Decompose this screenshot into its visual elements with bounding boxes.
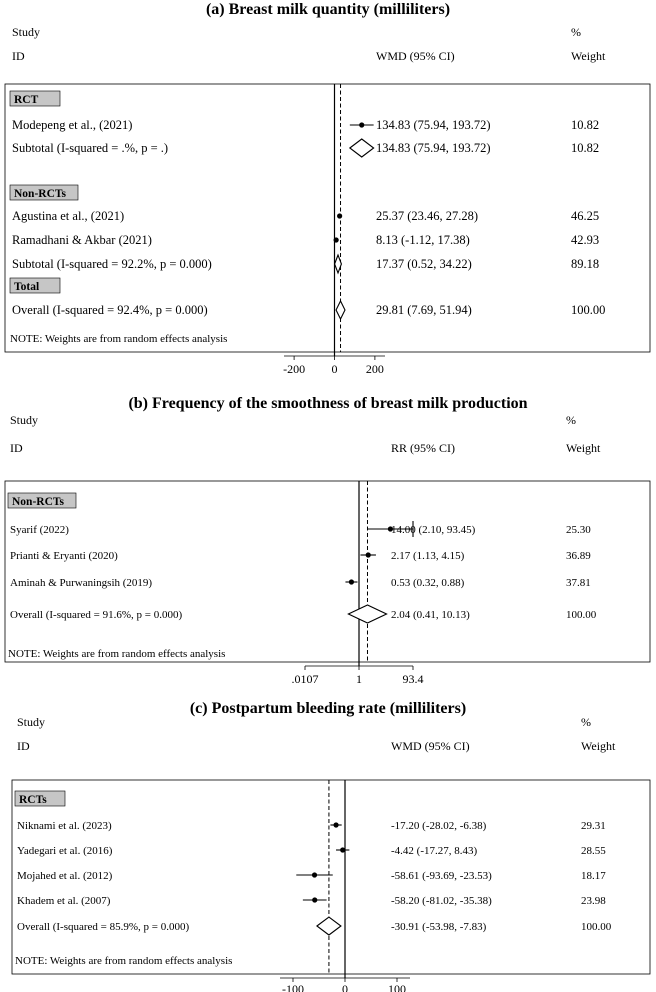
- weight-header: Weight: [566, 441, 601, 455]
- study-ci: 8.13 (-1.12, 17.38): [376, 233, 470, 247]
- x-tick-label: 200: [365, 362, 384, 376]
- study-ci: -58.20 (-81.02, -35.38): [391, 895, 492, 907]
- x-tick-label: 0: [331, 362, 338, 376]
- study-ci: 134.83 (75.94, 193.72): [376, 118, 491, 132]
- x-tick-label: 0: [342, 982, 348, 992]
- study-weight: 37.81: [566, 577, 591, 589]
- overall-diamond: [336, 301, 345, 319]
- point-estimate: [312, 872, 317, 877]
- point-estimate: [337, 213, 342, 218]
- study-weight: 10.82: [571, 118, 600, 132]
- weights-note: NOTE: Weights are from random effects analysis: [15, 955, 233, 967]
- study-label: Agustina et al., (2021): [12, 209, 125, 223]
- x-tick-label: 93.4: [402, 672, 424, 686]
- id-header: ID: [17, 739, 30, 753]
- study-label: Ramadhani & Akbar (2021): [12, 233, 152, 247]
- point-estimate: [349, 579, 354, 584]
- study-ci: -4.42 (-17.27, 8.43): [391, 845, 478, 857]
- study-weight: 18.17: [581, 870, 606, 882]
- point-estimate: [359, 122, 364, 127]
- study-ci: 0.53 (0.32, 0.88): [391, 577, 465, 589]
- group-label: Non-RCTs: [12, 496, 64, 508]
- study-header: Study: [10, 413, 39, 427]
- id-header: ID: [10, 441, 23, 455]
- point-estimate: [366, 552, 371, 557]
- study-label: Aminah & Purwaningsih (2019): [10, 577, 153, 589]
- x-tick-label: 1: [356, 672, 363, 686]
- study-label: Prianti & Eryanti (2020): [10, 550, 118, 562]
- study-label: Yadegari et al. (2016): [17, 845, 113, 857]
- point-estimate: [340, 847, 345, 852]
- weights-note: NOTE: Weights are from random effects analysis: [8, 648, 226, 660]
- effect-header: RR (95% CI): [391, 441, 455, 455]
- group-label: Non-RCTs: [14, 188, 66, 200]
- overall-diamond: [317, 917, 341, 935]
- percent-header: %: [581, 715, 591, 729]
- study-ci: 25.37 (23.46, 27.28): [376, 209, 479, 223]
- overall-ci: -30.91 (-53.98, -7.83): [391, 921, 487, 933]
- percent-header: %: [566, 413, 576, 427]
- x-tick-label: 100: [388, 982, 406, 992]
- subtotal-ci: 17.37 (0.52, 34.22): [376, 257, 472, 271]
- forest-panel-2: [5, 481, 650, 670]
- group-label: Total: [14, 281, 40, 293]
- study-ci: -17.20 (-28.02, -6.38): [391, 820, 487, 832]
- weight-header: Weight: [571, 49, 606, 63]
- subtotal-diamond: [350, 139, 374, 157]
- study-header: Study: [17, 715, 46, 729]
- panel-title: (a) Breast milk quantity (milliliters): [205, 1, 451, 18]
- overall-weight: 100.00: [566, 609, 597, 621]
- subtotal-diamond: [335, 255, 342, 273]
- study-label: Khadem et al. (2007): [17, 895, 111, 907]
- study-ci: 2.17 (1.13, 4.15): [391, 550, 465, 562]
- study-label: Modepeng et al., (2021): [12, 118, 133, 132]
- study-label: Niknami et al. (2023): [17, 820, 112, 832]
- point-estimate: [312, 897, 317, 902]
- weight-header: Weight: [581, 739, 616, 753]
- overall-label: Overall (I-squared = 91.6%, p = 0.000): [10, 609, 183, 621]
- study-weight: 46.25: [571, 209, 600, 223]
- overall-ci: 2.04 (0.41, 10.13): [391, 609, 470, 621]
- x-tick-label: -100: [282, 982, 304, 992]
- study-weight: 23.98: [581, 895, 606, 907]
- study-ci: 14.00 (2.10, 93.45): [391, 524, 476, 536]
- effect-header: WMD (95% CI): [391, 739, 470, 753]
- panel-title: (b) Frequency of the smoothness of breast milk production: [128, 395, 528, 412]
- study-weight: 29.31: [581, 820, 606, 832]
- subtotal-weight: 89.18: [571, 257, 600, 271]
- overall-ci: 29.81 (7.69, 51.94): [376, 303, 472, 317]
- panel-title: (c) Postpartum bleeding rate (milliliters): [189, 700, 467, 717]
- study-header: Study: [12, 25, 41, 39]
- x-tick-label: .0107: [291, 672, 319, 686]
- panel-frame: [5, 481, 650, 662]
- overall-diamond: [348, 605, 386, 623]
- subtotal-weight: 10.82: [571, 141, 600, 155]
- overall-label: Overall (I-squared = 85.9%, p = 0.000): [17, 921, 190, 933]
- id-header: ID: [12, 49, 25, 63]
- study-label: Mojahed et al. (2012): [17, 870, 113, 882]
- study-weight: 36.89: [566, 550, 591, 562]
- study-weight: 28.55: [581, 845, 606, 857]
- overall-weight: 100.00: [581, 921, 612, 933]
- x-tick-label: -200: [283, 362, 306, 376]
- study-label: Syarif (2022): [10, 524, 69, 536]
- weights-note: NOTE: Weights are from random effects analysis: [10, 333, 228, 345]
- point-estimate: [334, 237, 339, 242]
- effect-header: WMD (95% CI): [376, 49, 455, 63]
- overall-label: Overall (I-squared = 92.4%, p = 0.000): [12, 303, 208, 317]
- subtotal-label: Subtotal (I-squared = .%, p = .): [12, 141, 169, 155]
- overall-weight: 100.00: [571, 303, 606, 317]
- group-label: RCT: [14, 94, 39, 106]
- study-weight: 42.93: [571, 233, 600, 247]
- subtotal-label: Subtotal (I-squared = 92.2%, p = 0.000): [12, 257, 212, 271]
- study-ci: -58.61 (-93.69, -23.53): [391, 870, 492, 882]
- point-estimate: [333, 822, 338, 827]
- percent-header: %: [571, 25, 581, 39]
- study-weight: 25.30: [566, 524, 591, 536]
- group-label: RCTs: [19, 794, 47, 806]
- subtotal-ci: 134.83 (75.94, 193.72): [376, 141, 491, 155]
